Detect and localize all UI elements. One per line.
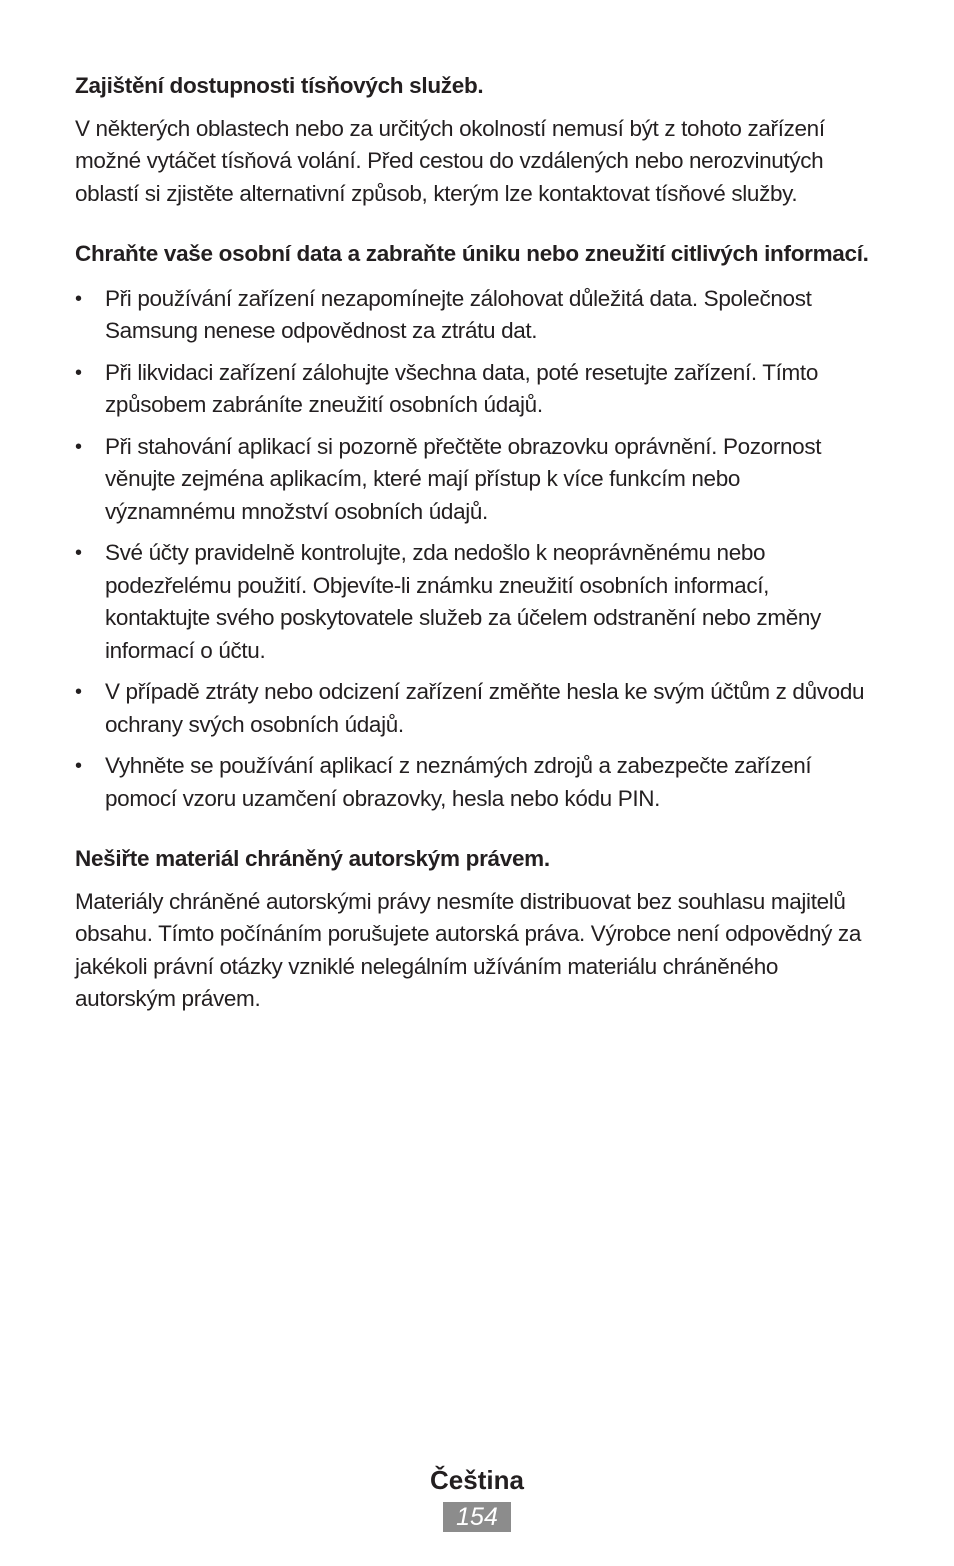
page-content xyxy=(75,70,875,1016)
bullet-icon: • xyxy=(75,755,82,777)
list-item xyxy=(75,676,875,741)
section-paragraph: V některých oblastech nebo za určitých okolností nemusí být z tohoto zařízení možné vytáčet tísňová volání. Před cestou do vzdálených nebo nerozvinutých oblastí si zjistěte alternativní způsob, kterým lze kontaktovat tísňové služby. xyxy=(75,115,825,206)
bullet-icon: • xyxy=(75,542,82,564)
list-item xyxy=(75,537,875,667)
section-personal-data xyxy=(75,238,875,815)
page-number-badge: 154 xyxy=(443,1502,511,1532)
list-item-text: Při likvidaci zařízení zálohujte všechna data, poté resetujte zařízení. Tímto způsobem zabráníte zneužití osobních údajů. xyxy=(105,359,819,417)
list-item-text: Při stahování aplikací si pozorně přečtěte obrazovku oprávnění. Pozornost věnujte zejména aplikacím, které mají přístup k více funkcím nebo významnému množství osobních údajů. xyxy=(105,433,822,524)
section-heading: Chraňte vaše osobní data a zabraňte úniku nebo zneužití citlivých informací. xyxy=(75,241,869,266)
footer-language: Čeština xyxy=(430,1465,524,1495)
list-item xyxy=(75,750,875,815)
list-item-text: V případě ztráty nebo odcizení zařízení změňte hesla ke svým účtům z důvodu ochrany svých osobních údajů. xyxy=(105,679,865,737)
section-paragraph: Materiály chráněné autorskými právy nesmíte distribuovat bez souhlasu majitelů obsahu. Tímto počínáním porušujete autorská práva. Výrobce není odpovědný za jakékoli právní otázky vzniklé nelegálním užíváním materiálu chráněného autorským právem. xyxy=(75,888,861,1011)
bullet-list xyxy=(75,283,875,816)
section-heading: Zajištění dostupnosti tísňových služeb. xyxy=(75,73,484,98)
list-item-text: Vyhněte se používání aplikací z neznámých zdrojů a zabezpečte zařízení pomocí vzoru uzamčení obrazovky, hesla nebo kódu PIN. xyxy=(105,753,812,811)
section-copyright xyxy=(75,843,875,1016)
list-item xyxy=(75,283,875,348)
list-item-text: Své účty pravidelně kontrolujte, zda nedošlo k neoprávněnému nebo podezřelému použití. Objevíte-li známku zneužití osobních informací, kontaktujte svého poskytovatele služeb za účelem odstranění nebo změny informací o účtu. xyxy=(105,540,821,663)
bullet-icon: • xyxy=(75,681,82,703)
page-footer xyxy=(0,1462,954,1532)
section-heading: Nešiřte materiál chráněný autorským právem. xyxy=(75,846,550,871)
list-item xyxy=(75,431,875,529)
bullet-icon: • xyxy=(75,361,82,384)
section-emergency-services xyxy=(75,70,875,210)
bullet-icon: • xyxy=(75,435,82,458)
bullet-icon: • xyxy=(75,287,82,310)
list-item xyxy=(75,357,875,422)
list-item-text: Při používání zařízení nezapomínejte zálohovat důležitá data. Společnost Samsung nenese odpovědnost za ztrátu dat. xyxy=(105,285,812,343)
